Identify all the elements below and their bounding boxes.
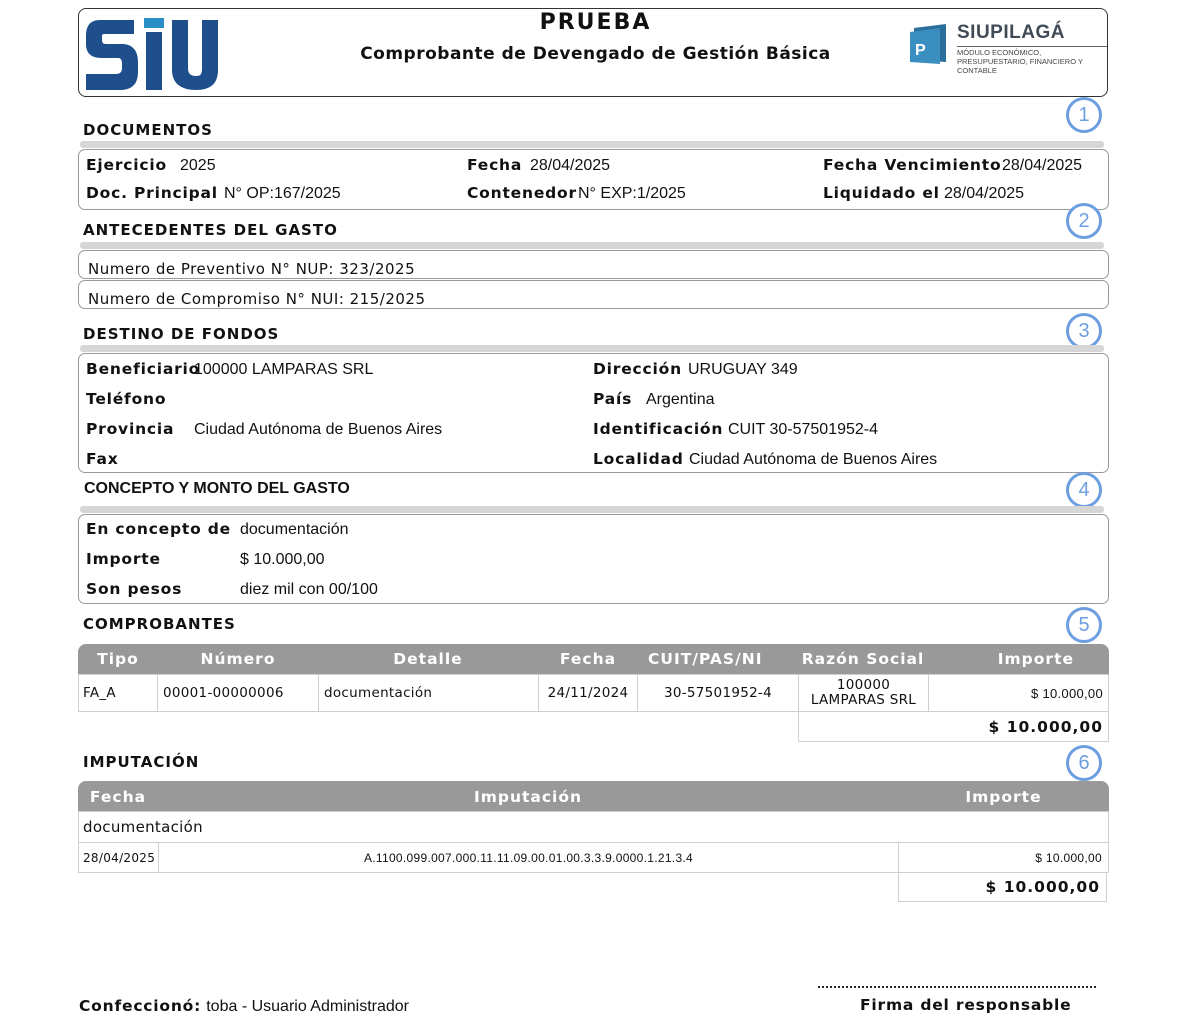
vencimiento-label: Fecha Vencimiento bbox=[823, 156, 1002, 174]
fax-label: Fax bbox=[86, 450, 119, 468]
identificacion-label: Identificación bbox=[593, 420, 724, 438]
table-cell-detalle: documentación bbox=[318, 674, 539, 712]
importe-value: $ 10.000,00 bbox=[240, 551, 325, 568]
section-title-comprobantes: COMPROBANTES bbox=[83, 615, 236, 633]
confecciono-label: Confeccionó: bbox=[79, 997, 202, 1015]
section-title-documentos: DOCUMENTOS bbox=[83, 121, 213, 139]
pilaga-tagline: MÓDULO ECONÓMICO, PRESUPUESTARIO, FINANCIERO Y CONTABLE bbox=[957, 46, 1107, 75]
imputacion-cell-codigo: A.1100.099.007.000.11.11.09.00.01.00.3.3.9.0000.1.21.3.4 bbox=[158, 842, 899, 873]
col-header-importe: Importe bbox=[965, 788, 1042, 806]
contenedor-label: Contenedor bbox=[467, 184, 577, 202]
direccion-label: Dirección bbox=[593, 360, 682, 378]
confecciono-value: toba - Usuario Administrador bbox=[206, 998, 409, 1015]
localidad-label: Localidad bbox=[593, 450, 684, 468]
table-cell-razon-social: 100000 LAMPARAS SRL bbox=[798, 674, 929, 712]
col-header-fecha: Fecha bbox=[89, 788, 147, 806]
imputacion-group-row: documentación bbox=[78, 811, 1109, 843]
section-title-destino: DESTINO DE FONDOS bbox=[83, 325, 280, 343]
concepto-box bbox=[78, 514, 1109, 604]
concepto-value: documentación bbox=[240, 521, 349, 538]
liquidado-value: 28/04/2025 bbox=[944, 185, 1025, 202]
ejercicio-value: 2025 bbox=[180, 157, 216, 174]
direccion-value: URUGUAY 349 bbox=[688, 361, 798, 378]
col-header-razon-social: Razón Social bbox=[801, 650, 925, 668]
beneficiario-label: Beneficiario bbox=[86, 360, 201, 378]
table-cell-numero: 00001-00000006 bbox=[157, 674, 319, 712]
pais-label: País bbox=[593, 390, 633, 408]
section-bar bbox=[80, 345, 1104, 352]
section-title-imputacion: IMPUTACIÓN bbox=[83, 753, 200, 771]
section-title-antecedentes: ANTECEDENTES DEL GASTO bbox=[83, 221, 338, 239]
confecciono-line bbox=[79, 996, 409, 1016]
son-pesos-label: Son pesos bbox=[86, 580, 183, 598]
col-header-cuit: CUIT/PAS/NI bbox=[648, 650, 763, 668]
preventivo-text: Numero de Preventivo N° NUP: 323/2025 bbox=[88, 260, 416, 278]
imputacion-cell-importe: $ 10.000,00 bbox=[898, 842, 1109, 873]
col-header-tipo: Tipo bbox=[97, 650, 139, 668]
doc-principal-value: N° OP:167/2025 bbox=[224, 185, 341, 202]
telefono-label: Teléfono bbox=[86, 390, 167, 408]
provincia-label: Provincia bbox=[86, 420, 175, 438]
section-bar bbox=[80, 242, 1104, 249]
section-bar bbox=[80, 141, 1104, 148]
beneficiario-value: 100000 LAMPARAS SRL bbox=[194, 361, 374, 378]
provincia-value: Ciudad Autónoma de Buenos Aires bbox=[194, 421, 443, 438]
table-cell-importe: $ 10.000,00 bbox=[928, 674, 1109, 712]
contenedor-value: N° EXP:1/2025 bbox=[578, 185, 686, 202]
fecha-value: 28/04/2025 bbox=[530, 157, 611, 174]
col-header-imputacion: Imputación bbox=[473, 788, 583, 806]
pilaga-brand-name: SIUPILAGÁ bbox=[957, 22, 1065, 43]
pais-value: Argentina bbox=[646, 391, 715, 408]
comprobantes-total: $ 10.000,00 bbox=[798, 711, 1109, 742]
section-number-5: 5 bbox=[1066, 607, 1102, 643]
signature-line bbox=[818, 986, 1096, 988]
col-header-fecha: Fecha bbox=[559, 650, 617, 668]
section-bar bbox=[80, 506, 1104, 513]
localidad-value: Ciudad Autónoma de Buenos Aires bbox=[689, 451, 938, 468]
doc-principal-label: Doc. Principal bbox=[86, 184, 218, 202]
col-header-numero: Número bbox=[200, 650, 276, 668]
identificacion-value: CUIT 30-57501952-4 bbox=[728, 421, 879, 438]
table-cell-tipo: FA_A bbox=[78, 674, 158, 712]
vencimiento-value: 28/04/2025 bbox=[1002, 157, 1083, 174]
compromiso-text: Numero de Compromiso N° NUI: 215/2025 bbox=[88, 290, 426, 308]
document-title: PRUEBA bbox=[539, 10, 652, 35]
document-subtitle: Comprobante de Devengado de Gestión Básica bbox=[360, 44, 831, 64]
section-number-3: 3 bbox=[1066, 313, 1102, 349]
table-cell-fecha: 24/11/2024 bbox=[538, 674, 638, 712]
fecha-label: Fecha bbox=[467, 156, 523, 174]
section-number-2: 2 bbox=[1066, 203, 1102, 239]
imputacion-cell-fecha: 28/04/2025 bbox=[78, 842, 159, 873]
svg-text:P: P bbox=[915, 42, 926, 59]
section-title-concepto: CONCEPTO Y MONTO DEL GASTO bbox=[84, 480, 350, 497]
section-number-6: 6 bbox=[1066, 745, 1102, 781]
section-number-4: 4 bbox=[1066, 472, 1102, 508]
concepto-label: En concepto de bbox=[86, 520, 231, 538]
ejercicio-label: Ejercicio bbox=[86, 156, 167, 174]
son-pesos-value: diez mil con 00/100 bbox=[240, 581, 378, 598]
col-header-detalle: Detalle bbox=[393, 650, 463, 668]
liquidado-label: Liquidado el bbox=[823, 184, 940, 202]
table-cell-cuit: 30-57501952-4 bbox=[637, 674, 799, 712]
importe-label: Importe bbox=[86, 550, 161, 568]
firma-label: Firma del responsable bbox=[860, 996, 1072, 1014]
pilaga-logo-icon bbox=[910, 22, 952, 64]
col-header-importe: Importe bbox=[997, 650, 1074, 668]
section-number-1: 1 bbox=[1066, 97, 1102, 133]
imputacion-total: $ 10.000,00 bbox=[898, 872, 1107, 902]
